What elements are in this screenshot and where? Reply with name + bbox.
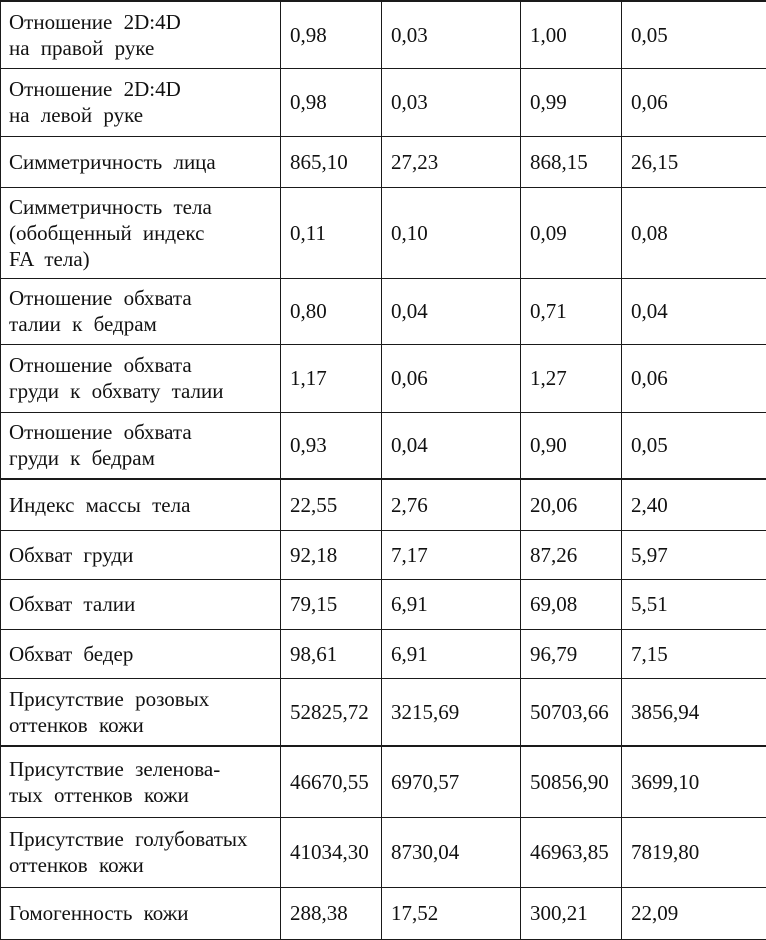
table-row [1,187,766,278]
row-label: Симметричность лица [1,136,281,187]
value-cell: 41034,30 [281,817,382,887]
table-row [1,479,766,530]
row-label: Симметричность тела (обобщенный индекс FA тела) [1,187,281,278]
value-cell: 300,21 [521,887,622,939]
value-cell: 22,09 [622,887,766,939]
value-cell: 1,00 [521,1,622,68]
value-cell: 0,09 [521,187,622,278]
value-cell: 7,15 [622,629,766,678]
value-cell: 0,93 [281,412,382,479]
value-cell: 2,76 [382,479,521,530]
value-cell: 50703,66 [521,678,622,746]
value-cell: 96,79 [521,629,622,678]
value-cell: 1,27 [521,344,622,412]
value-cell: 288,38 [281,887,382,939]
row-label: Отношение обхвата груди к обхвату талии [1,344,281,412]
value-cell: 26,15 [622,136,766,187]
row-label: Отношение 2D:4D на левой руке [1,68,281,136]
value-cell: 0,10 [382,187,521,278]
value-cell: 20,06 [521,479,622,530]
value-cell: 2,40 [622,479,766,530]
table-row [1,1,766,68]
value-cell: 69,08 [521,579,622,629]
table-row [1,629,766,678]
value-cell: 5,51 [622,579,766,629]
row-label: Обхват бедер [1,629,281,678]
row-label: Присутствие зеленова- тых оттенков кожи [1,746,281,817]
row-label: Индекс массы тела [1,479,281,530]
value-cell: 52825,72 [281,678,382,746]
value-cell: 0,71 [521,278,622,344]
value-cell: 0,06 [622,344,766,412]
value-cell: 0,99 [521,68,622,136]
table-row [1,579,766,629]
value-cell: 0,03 [382,1,521,68]
row-label: Отношение 2D:4D на правой руке [1,1,281,68]
value-cell: 0,04 [622,278,766,344]
value-cell: 865,10 [281,136,382,187]
value-cell: 3699,10 [622,746,766,817]
table-row [1,344,766,412]
value-cell: 0,06 [622,68,766,136]
value-cell: 0,08 [622,187,766,278]
value-cell: 50856,90 [521,746,622,817]
value-cell: 3215,69 [382,678,521,746]
table-row [1,412,766,479]
value-cell: 0,11 [281,187,382,278]
value-cell: 0,80 [281,278,382,344]
value-cell: 79,15 [281,579,382,629]
value-cell: 0,98 [281,68,382,136]
value-cell: 0,98 [281,1,382,68]
value-cell: 46670,55 [281,746,382,817]
value-cell: 3856,94 [622,678,766,746]
value-cell: 0,90 [521,412,622,479]
table-row [1,746,766,817]
value-cell: 7819,80 [622,817,766,887]
value-cell: 6,91 [382,629,521,678]
row-label: Присутствие розовых оттенков кожи [1,678,281,746]
row-label: Обхват талии [1,579,281,629]
value-cell: 7,17 [382,530,521,579]
value-cell: 98,61 [281,629,382,678]
row-label: Обхват груди [1,530,281,579]
table-row [1,278,766,344]
row-label: Отношение обхвата талии к бедрам [1,278,281,344]
value-cell: 87,26 [521,530,622,579]
value-cell: 0,04 [382,412,521,479]
table-body [1,1,766,939]
table-row [1,817,766,887]
table-row [1,887,766,939]
value-cell: 27,23 [382,136,521,187]
table-row [1,136,766,187]
value-cell: 0,03 [382,68,521,136]
value-cell: 8730,04 [382,817,521,887]
value-cell: 6970,57 [382,746,521,817]
row-label: Отношение обхвата груди к бедрам [1,412,281,479]
value-cell: 22,55 [281,479,382,530]
value-cell: 6,91 [382,579,521,629]
table-row [1,530,766,579]
row-label: Гомогенность кожи [1,887,281,939]
value-cell: 17,52 [382,887,521,939]
value-cell: 868,15 [521,136,622,187]
value-cell: 0,05 [622,412,766,479]
value-cell: 1,17 [281,344,382,412]
value-cell: 0,06 [382,344,521,412]
value-cell: 0,05 [622,1,766,68]
value-cell: 46963,85 [521,817,622,887]
value-cell: 5,97 [622,530,766,579]
value-cell: 92,18 [281,530,382,579]
row-label: Присутствие голубоватых оттенков кожи [1,817,281,887]
table-row [1,678,766,746]
value-cell: 0,04 [382,278,521,344]
table-row [1,68,766,136]
